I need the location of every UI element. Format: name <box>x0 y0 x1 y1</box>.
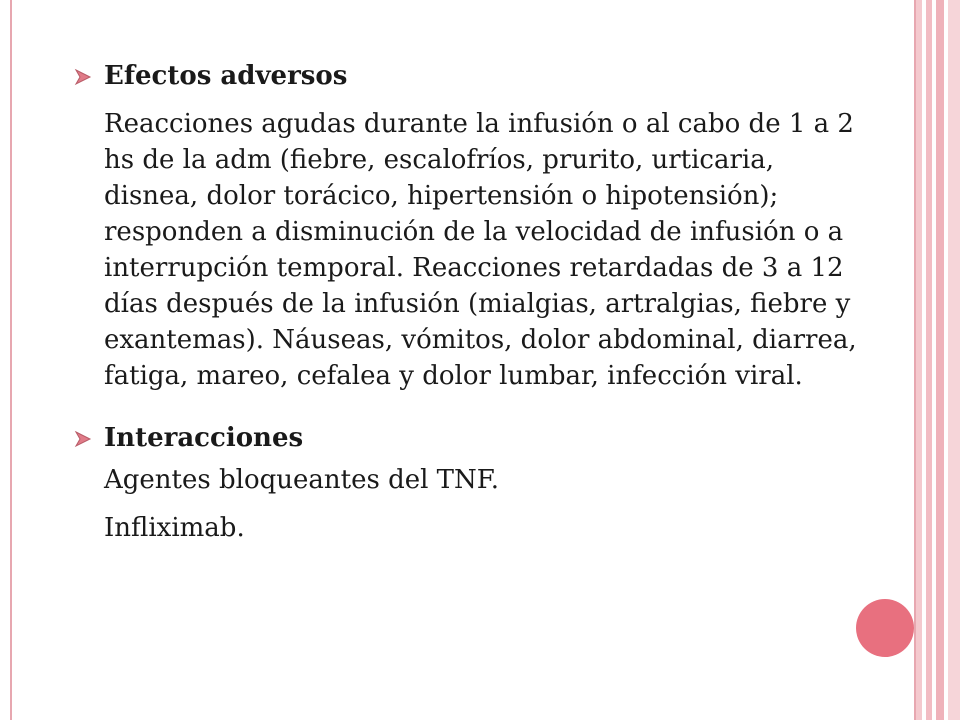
stripe <box>948 0 960 720</box>
arrow-bullet-icon <box>74 420 104 448</box>
decorative-stripes <box>916 0 960 720</box>
interaction-line: Agentes bloqueantes del TNF. <box>104 465 500 495</box>
bullet-efectos-adversos <box>74 58 874 94</box>
section-heading: Efectos adversos <box>104 61 348 91</box>
stripe <box>926 0 932 720</box>
arrow-bullet-icon <box>74 58 104 86</box>
bullet-interacciones <box>74 420 874 456</box>
section-heading: Interacciones <box>104 423 304 453</box>
slide-content <box>74 58 874 546</box>
stripe <box>916 0 922 720</box>
decorative-circle <box>856 599 914 657</box>
stripe <box>936 0 944 720</box>
interaction-line: Infliximab. <box>104 513 245 543</box>
section-body: Reacciones agudas durante la infusión o al cabo de 1 a 2 hs de la adm (fiebre, escalofríos, prurito, urticaria, disnea, dolor torácico, hipertensión o hipotensión); responden a disminución de la velocidad de infusión o a interrupción temporal. Reacciones retardadas de 3 a 12 días después de la infusión (mialgias, artralgias, fiebre y exantemas). Náuseas, vómitos, dolor abdominal, diarrea, fatiga, mareo, cefalea y dolor lumbar, infección viral. <box>104 109 857 391</box>
